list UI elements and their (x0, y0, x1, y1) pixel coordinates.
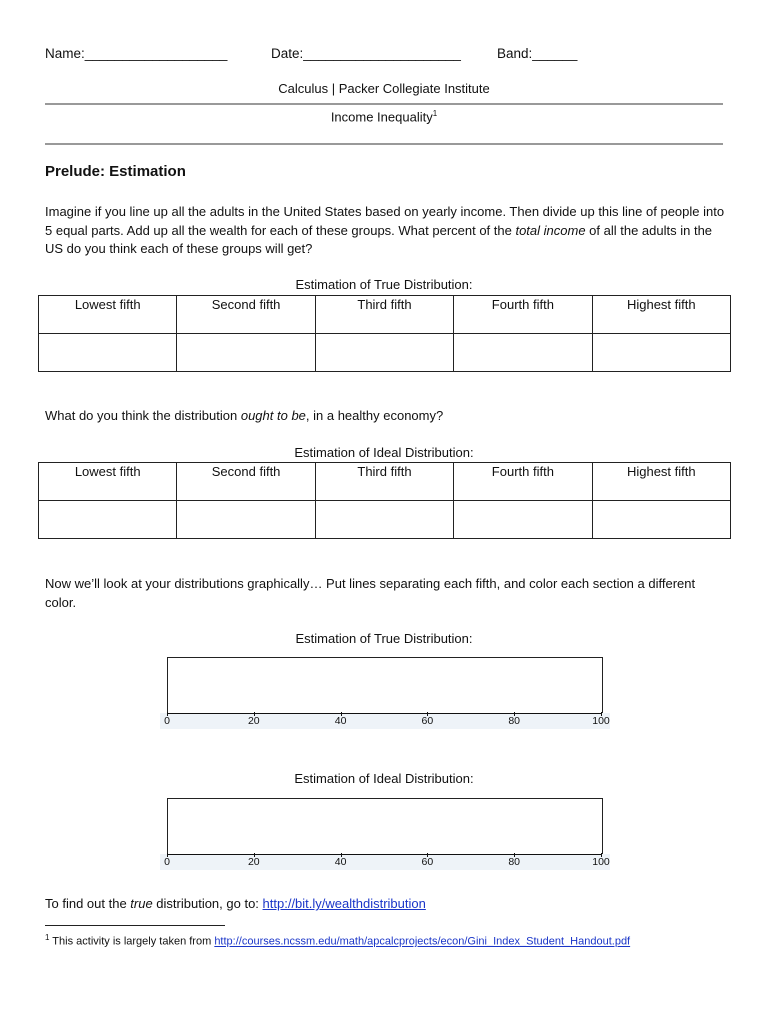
header-cell: Third fifth (315, 463, 453, 501)
find-out-text-b: distribution, go to: (152, 896, 263, 911)
axis-tick-label: 80 (508, 715, 521, 727)
footnote-text: This activity is largely taken from (49, 935, 215, 948)
header-rule-bottom (45, 143, 723, 145)
header-cell: Fourth fifth (454, 463, 592, 501)
axis-tick-label: 0 (164, 856, 170, 868)
axis-tick-label: 40 (334, 715, 347, 727)
answer-cell[interactable] (454, 334, 592, 372)
prelude-emphasis: total income (515, 222, 586, 238)
header-cell: Highest fifth (592, 463, 730, 501)
header-cell: Third fifth (315, 296, 453, 334)
question-text-a: What do you think the distribution (45, 408, 241, 423)
prelude-paragraph (45, 203, 725, 259)
answer-cell[interactable] (177, 334, 315, 372)
answer-cell[interactable] (592, 334, 730, 372)
answer-cell[interactable] (39, 501, 177, 539)
table-header-row (39, 463, 731, 501)
footnote-number: 1 (45, 933, 50, 942)
ideal-distribution-table (38, 462, 731, 539)
find-out-text-a: To find out the (45, 896, 131, 911)
true-bar-axis (160, 713, 610, 729)
axis-line (167, 854, 601, 855)
answer-cell[interactable] (454, 501, 592, 539)
answer-cell[interactable] (315, 334, 453, 372)
axis-tick-label: 40 (334, 856, 347, 868)
true-table-caption: Estimation of True Distribution: (295, 277, 473, 292)
true-distribution-table (38, 295, 731, 372)
ideal-question (45, 407, 725, 426)
header-cell: Lowest fifth (39, 463, 177, 501)
ideal-distribution-bar[interactable] (167, 798, 603, 855)
page-title (0, 109, 768, 124)
footnote-rule (45, 925, 225, 926)
title-footnote-mark: 1 (432, 109, 438, 118)
header-cell: Second fifth (177, 463, 315, 501)
question-text-b: , in a healthy economy? (305, 408, 444, 423)
answer-cell[interactable] (177, 501, 315, 539)
answer-cell[interactable] (315, 501, 453, 539)
table-answer-row (39, 501, 731, 539)
footnote (45, 933, 630, 948)
find-out-emphasis: true (130, 896, 153, 911)
header-cell: Highest fifth (592, 296, 730, 334)
ideal-bar-caption: Estimation of Ideal Distribution: (294, 771, 474, 786)
header-cell: Lowest fifth (39, 296, 177, 334)
axis-tick-label: 0 (164, 715, 170, 727)
section-heading: Prelude: Estimation (45, 163, 186, 180)
axis-tick-label: 60 (421, 715, 434, 727)
table-answer-row (39, 334, 731, 372)
question-emphasis: ought to be (240, 408, 306, 423)
course-title: Calculus | Packer Collegiate Institute (278, 81, 490, 96)
wealth-distribution-link[interactable]: http://bit.ly/wealthdistribution (262, 896, 426, 911)
graphical-instructions: Now we’ll look at your distributions graphically… Put lines separating each fifth, and color each section a different color. (45, 576, 696, 610)
name-field[interactable]: Name:___________________ (45, 46, 228, 61)
answer-cell[interactable] (592, 501, 730, 539)
ideal-bar-axis (160, 854, 610, 870)
header-cell: Second fifth (177, 296, 315, 334)
axis-tick-label: 100 (592, 715, 610, 727)
axis-tick-label: 20 (247, 715, 260, 727)
true-distribution-bar[interactable] (167, 657, 603, 714)
table-header-row (39, 296, 731, 334)
axis-line (167, 713, 601, 714)
axis-tick-label: 100 (592, 856, 610, 868)
axis-tick-label: 80 (508, 856, 521, 868)
axis-tick-label: 20 (247, 856, 260, 868)
answer-cell[interactable] (39, 334, 177, 372)
header-rule-top (45, 103, 723, 105)
ideal-table-caption: Estimation of Ideal Distribution: (294, 445, 474, 460)
true-bar-caption: Estimation of True Distribution: (295, 631, 473, 646)
header-cell: Fourth fifth (454, 296, 592, 334)
prelude-text-b: of all the adults in the US do you think each of these groups will get? (45, 222, 713, 256)
find-out-line (45, 895, 725, 914)
band-field[interactable]: Band:______ (497, 46, 578, 61)
date-field[interactable]: Date:_____________________ (271, 46, 461, 61)
page-title-text: Income Inequality (330, 109, 433, 125)
prelude-text-a: Imagine if you line up all the adults in the United States based on yearly income. Then divide up this line of people into 5 equal parts. Add up all the wealth for each of these groups. What percent of the (45, 204, 725, 238)
source-link[interactable]: http://courses.ncssm.edu/math/apcalcprojects/econ/Gini_Index_Student_Handout.pdf (214, 935, 631, 948)
axis-tick-label: 60 (421, 856, 434, 868)
